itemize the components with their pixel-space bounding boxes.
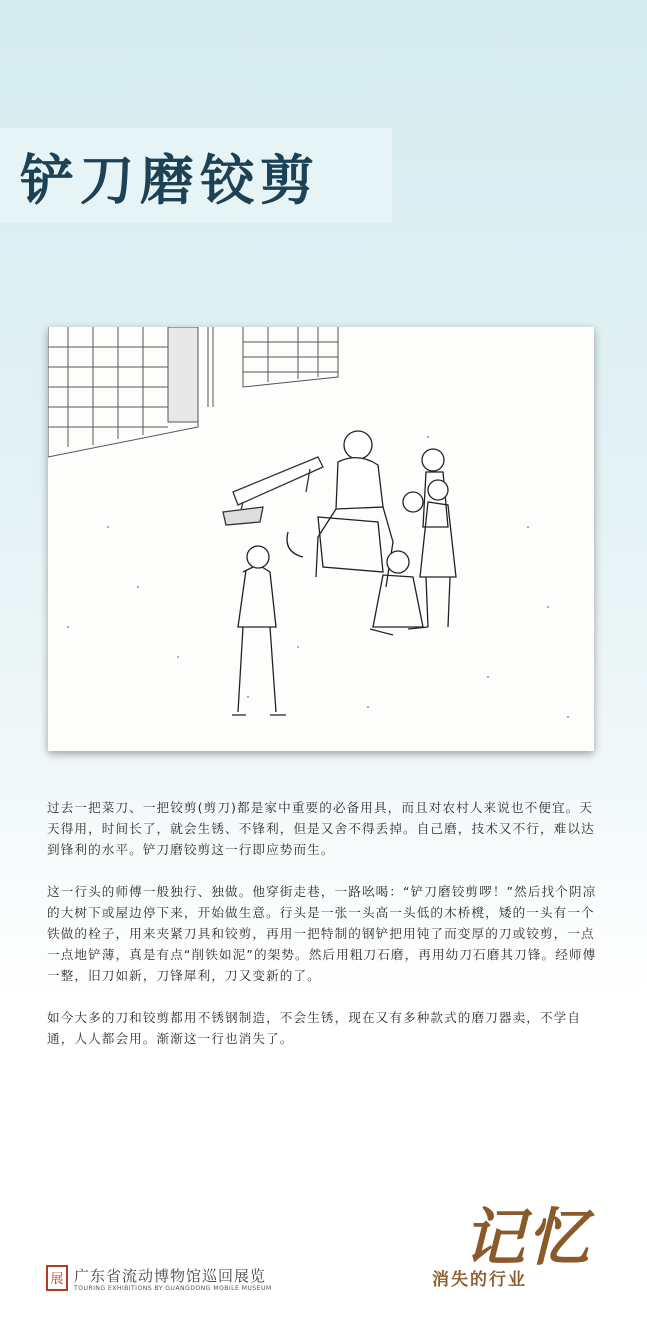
article-body — [47, 797, 603, 1070]
paragraph: 过去一把菜刀、一把铰剪(剪刀)都是家中重要的必备用具，而且对农村人来说也不便宜。天天得用，时间长了，就会生锈、不锋利，但是又舍不得丢掉。自己磨，技术又不行，难以达到锋利的水平。铲刀磨铰剪这一行即应势而生。 — [47, 800, 595, 857]
memory-subtitle: 消失的行业 — [432, 1270, 527, 1290]
museum-logo-icon — [46, 1265, 68, 1291]
paragraph: 这一行头的师傅一般独行、独做。他穿街走巷，一路吆喝：“铲刀磨铰剪啰！”然后找个阴凉的大树下或屋边停下来，开始做生意。行头是一张一头高一头低的木桥櫈，矮的一头有一个铁做的栓子，用来夹紧刀具和铰剪，再用一把特制的钢铲把用钝了而变厚的刀或铰剪，一点一点地铲薄，真是有点“削铁如泥”的架势。然后用粗刀石磨，再用幼刀石磨其刀锋。经师傅一整，旧刀如新，刀锋犀利，刀又变新的了。 — [47, 884, 597, 983]
museum-logo-mark — [48, 1267, 66, 1289]
illustration — [48, 327, 594, 751]
page-title: 铲刀磨铰剪 — [20, 148, 320, 212]
street-knife-sharpener-drawing — [48, 327, 594, 751]
organizer-name-cn: 广东省流动博物馆巡回展览 — [74, 1267, 267, 1285]
logo-char: 展 — [50, 1272, 64, 1287]
organizer-name-en: TOURING EXHIBITIONS BY GUANGDONG MOBILE MUSEUM — [74, 1285, 272, 1292]
paragraph: 如今大多的刀和铰剪都用不锈钢制造，不会生锈，现在又有多种款式的磨刀器卖，不学自通，人人都会用。渐渐这一行也消失了。 — [47, 1010, 582, 1046]
memory-title: 记忆 — [463, 1201, 592, 1274]
